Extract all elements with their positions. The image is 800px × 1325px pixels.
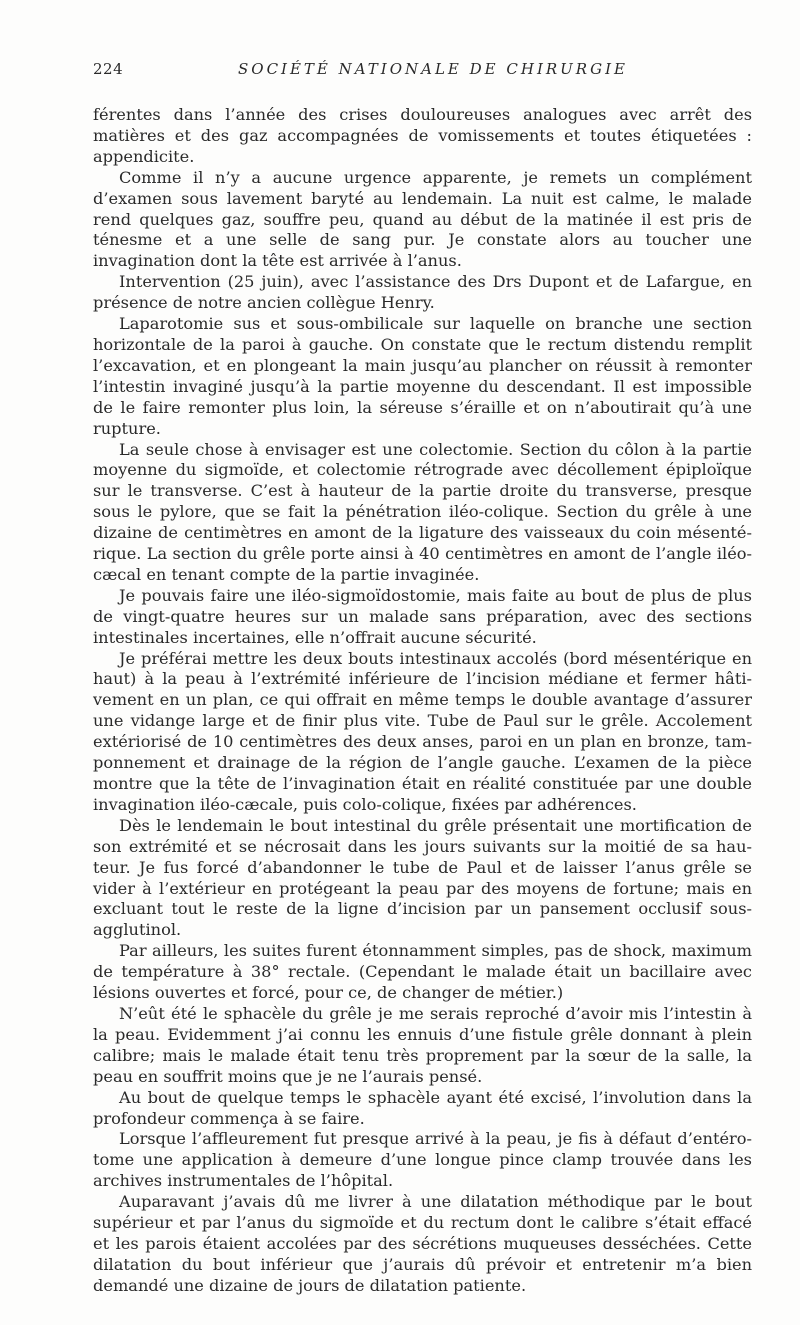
paragraph-continuation: férentes dans l’année des crises douloureuses analogues avec arrêt des matières et des gaz accompagnées de vomissements et toutes étiquetées : appendicite.: [93, 105, 752, 166]
paragraph: La seule chose à envisager est une colectomie. Section du côlon à la partie moyenne du sigmoïde, et colectomie rétrograde avec décollement épiploïque sur le transverse. C’est à hauteur de la partie droite du transverse, presque sous le pylore, que se fait la pénétration iléo-colique. Section du grêle à une dizaine de centimètres en amont de la ligature des vaisseaux du coin mésentérique. La section du grêle porte ainsi à 40 centimètres en amont de l’angle iléo-cæcal en tenant compte de la partie invaginée.: [93, 439, 752, 584]
paragraph: Laparotomie sus et sous-ombilicale sur laquelle on branche une section horizontale de la paroi à gauche. On constate que le rectum distendu remplit l’excavation, et en plongeant la main jusqu’au plancher on réussit à remonter l’intestin invaginé jusqu’à la partie moyenne du descendant. Il est impossible de le faire remonter plus loin, la séreuse s’éraille et on n’aboutirait qu’à une rupture.: [93, 314, 752, 438]
paragraph: Lorsque l’affleurement fut presque arrivé à la peau, je fis à défaut d’entérotome une application à demeure d’une longue pince clamp trouvée dans les archives instrumentales de l’hôpital.: [93, 1129, 752, 1191]
paragraph: N’eût été le sphacèle du grêle je me serais reproché d’avoir mis l’intestin à la peau. Evidemment j’ai connu les ennuis d’une fistule grêle donnant à plein calibre; mais le malade était tenu très proprement par la sœur de la salle, la peau en souffrit moins que je ne l’aurais pensé.: [93, 1003, 752, 1086]
paragraph: Intervention (25 juin), avec l’assistance des Drs Dupont et de Lafargue, en présence de notre ancien collègue Henry.: [93, 272, 752, 313]
page-header: [93, 60, 748, 82]
running-head: SOCIÉTÉ NATIONALE DE CHIRURGIE: [238, 60, 628, 78]
paragraph: Je pouvais faire une iléo-sigmoïdostomie, mais faite au bout de plus de plus de vingt-quatre heures sur un malade sans préparation, avec des sections intestinales incertaines, elle n’offrait aucune sécurité.: [93, 585, 752, 647]
body-text: [93, 105, 752, 1297]
paragraph: Auparavant j’avais dû me livrer à une dilatation méthodique par le bout supérieur et par l’anus du sigmoïde et du rectum dont le calibre s’était effacé et les parois étaient accolées par des sécrétions muqueuses desséchées. Cette dilatation du bout inférieur que j’aurais dû prévoir et entretenir m’a bien demandé une dizaine de jours de dilatation patiente.: [93, 1192, 752, 1295]
paragraph: Comme il n’y a aucune urgence apparente, je remets un complément d’examen sous lavement baryté au lendemain. La nuit est calme, le malade rend quelques gaz, souffre peu, quand au début de la matinée il est pris de ténesme et a une selle de sang pur. Je constate alors au toucher une invagination dont la tête est arrivée à l’anus.: [93, 167, 752, 271]
paragraph: Au bout de quelque temps le sphacèle ayant été excisé, l’involution dans la profondeur commença à se faire.: [93, 1087, 752, 1128]
paragraph: Je préférai mettre les deux bouts intestinaux accolés (bord mésentérique en haut) à la peau à l’extrémité inférieure de l’incision médiane et fermer hâtivement en un plan, ce qui offrait en même temps le double avantage d’assurer une vidange large et de finir plus vite. Tube de Paul sur le grêle. Accolement extériorisé de 10 centimètres des deux anses, paroi en un plan en bronze, tamponnement et drainage de la région de l’angle gauche. L’examen de la pièce montre que la tête de l’invagination était en réalité constituée par une double invagination iléo-cæcale, puis colo-colique, fixées par adhérences.: [93, 648, 752, 814]
page-number: 224: [93, 60, 124, 78]
paragraph: Par ailleurs, les suites furent étonnamment simples, pas de shock, maximum de température à 38° rectale. (Cependant le malade était un bacillaire avec lésions ouvertes et forcé, pour ce, de changer de métier.): [93, 941, 752, 1003]
paragraph: Dès le lendemain le bout intestinal du grêle présentait une mortification de son extrémité et se nécrosait dans les jours suivants sur la moitié de sa hauteur. Je fus forcé d’abandonner le tube de Paul et de laisser l’anus grêle se vider à l’extérieur en protégeant la peau par des moyens de fortune; mais en excluant tout le reste de la ligne d’incision par un pansement occlusif sous-agglutinol.: [93, 815, 752, 940]
